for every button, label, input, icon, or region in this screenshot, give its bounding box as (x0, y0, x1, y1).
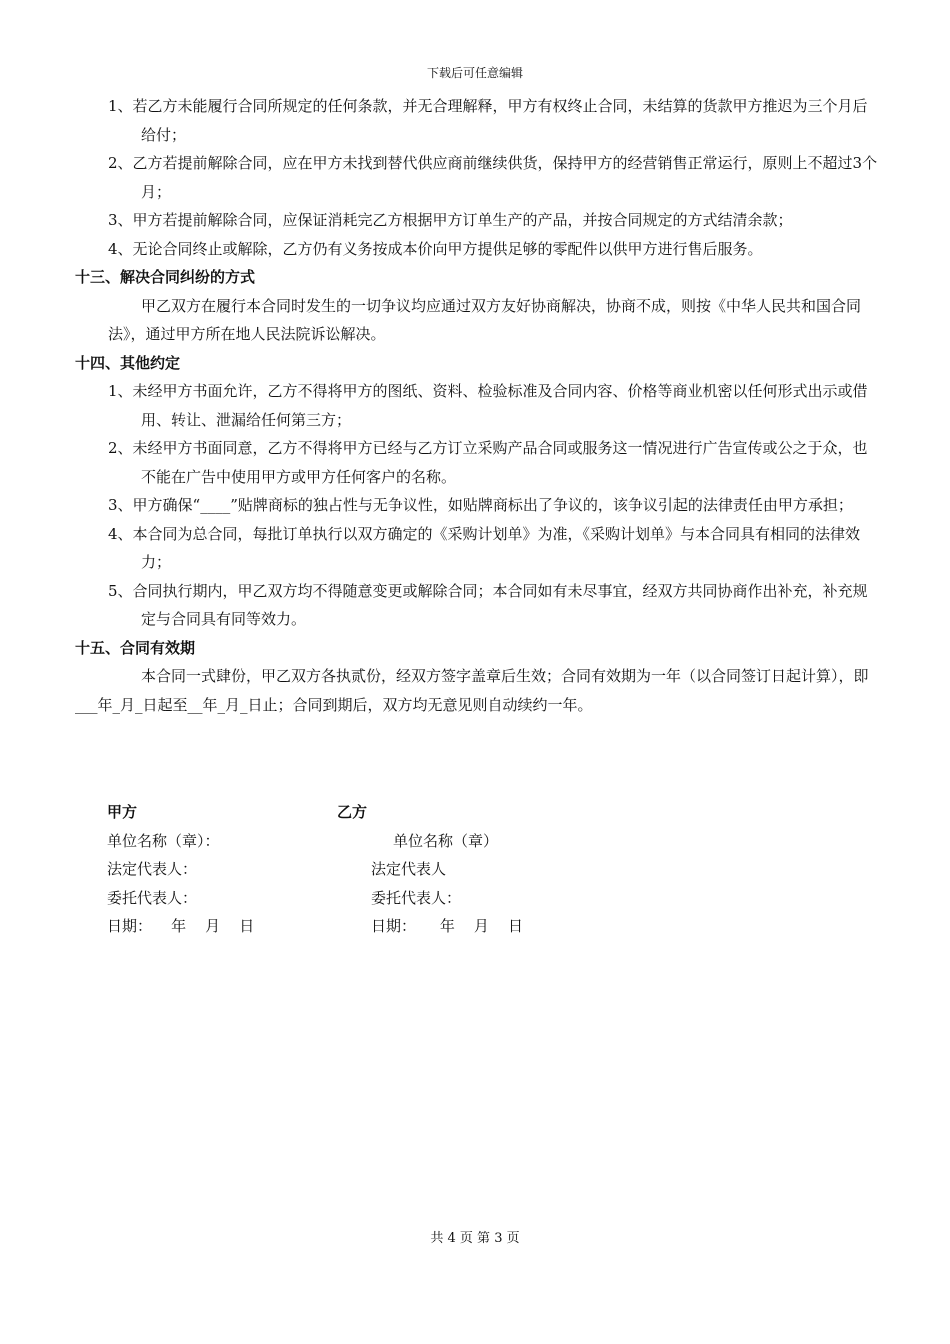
section-15-body: 本合同一式肆份，甲乙双方各执贰份，经双方签字盖章后生效；合同有效期为一年（以合同签订日起计算），即___年_月_日起至__年_月_日止；合同到期后，双方均无意见则自动续约一年。 (75, 667, 869, 714)
other-clause-3: 3、甲方确保“____”贴牌商标的独占性与无争议性，如贴牌商标出了争议的，该争议引起的法律责任由甲方承担； (108, 496, 853, 514)
termination-clause-4: 4、无论合同终止或解除，乙方仍有义务按成本价向甲方提供足够的零配件以供甲方进行售后服务。 (108, 239, 763, 258)
contract-body (75, 92, 880, 719)
party-b-unit-name: 单位名称（章） (393, 831, 499, 850)
section-15-title: 十五、合同有效期 (75, 638, 196, 657)
party-b-legal-rep: 法定代表人 (371, 860, 447, 878)
other-clause-4: 4、本合同为总合同，每批订单执行以双方确定的《采购计划单》为准，《采购计划单》与本合同具有相同的法律效力； (108, 524, 861, 571)
party-b-date: 日期： 年 月 日 (371, 917, 523, 935)
section-14-title: 十四、其他约定 (75, 353, 181, 372)
other-clause-5: 5、合同执行期内，甲乙双方均不得随意变更或解除合同；本合同如有未尽事宜，经双方共同协商作出补充，补充规定与合同具有同等效力。 (108, 581, 868, 628)
other-clause-1: 1、未经甲方书面允许，乙方不得将甲方的图纸、资料、检验标准及合同内容、价格等商业机密以任何形式出示或借用、转让、泄漏给任何第三方； (108, 382, 868, 429)
termination-clause-3: 3、甲方若提前解除合同，应保证消耗完乙方根据甲方订单生产的产品，并按合同规定的方式结清余款； (108, 211, 793, 229)
section-13-title: 十三、解决合同纠纷的方式 (75, 268, 256, 286)
party-a-unit-name: 单位名称（章）： (107, 831, 220, 850)
party-b-agent: 委托代表人： (371, 888, 462, 907)
page-header: 下载后可任意编辑 (426, 66, 523, 80)
party-a-label: 甲方 (107, 803, 138, 821)
section-12-items (75, 92, 880, 263)
signature-block (107, 798, 807, 941)
party-a-date: 日期： 年 月 日 (107, 917, 255, 935)
page-footer: 共 4 页 第 3 页 (430, 1231, 520, 1246)
party-a-legal-rep: 法定代表人： (107, 860, 198, 878)
other-clause-2: 2、未经甲方书面同意，乙方不得将甲方已经与乙方订立采购产品合同或服务这一情况进行广告宣传或公之于众，也不能在广告中使用甲方或甲方任何客户的名称。 (108, 439, 868, 486)
party-a-agent: 委托代表人： (107, 888, 198, 907)
section-13-body: 甲乙双方在履行本合同时发生的一切争议均应通过双方友好协商解决，协商不成，则按《中华人民共和国合同法》，通过甲方所在地人民法院诉讼解决。 (108, 296, 862, 343)
termination-clause-1: 1、若乙方未能履行合同所规定的任何条款，并无合理解释，甲方有权终止合同，未结算的货款甲方推迟为三个月后给付； (108, 97, 868, 144)
termination-clause-2: 2、乙方若提前解除合同，应在甲方未找到替代供应商前继续供货，保持甲方的经营销售正常运行，原则上不超过3个月； (108, 154, 878, 201)
party-b-label: 乙方 (337, 803, 368, 821)
